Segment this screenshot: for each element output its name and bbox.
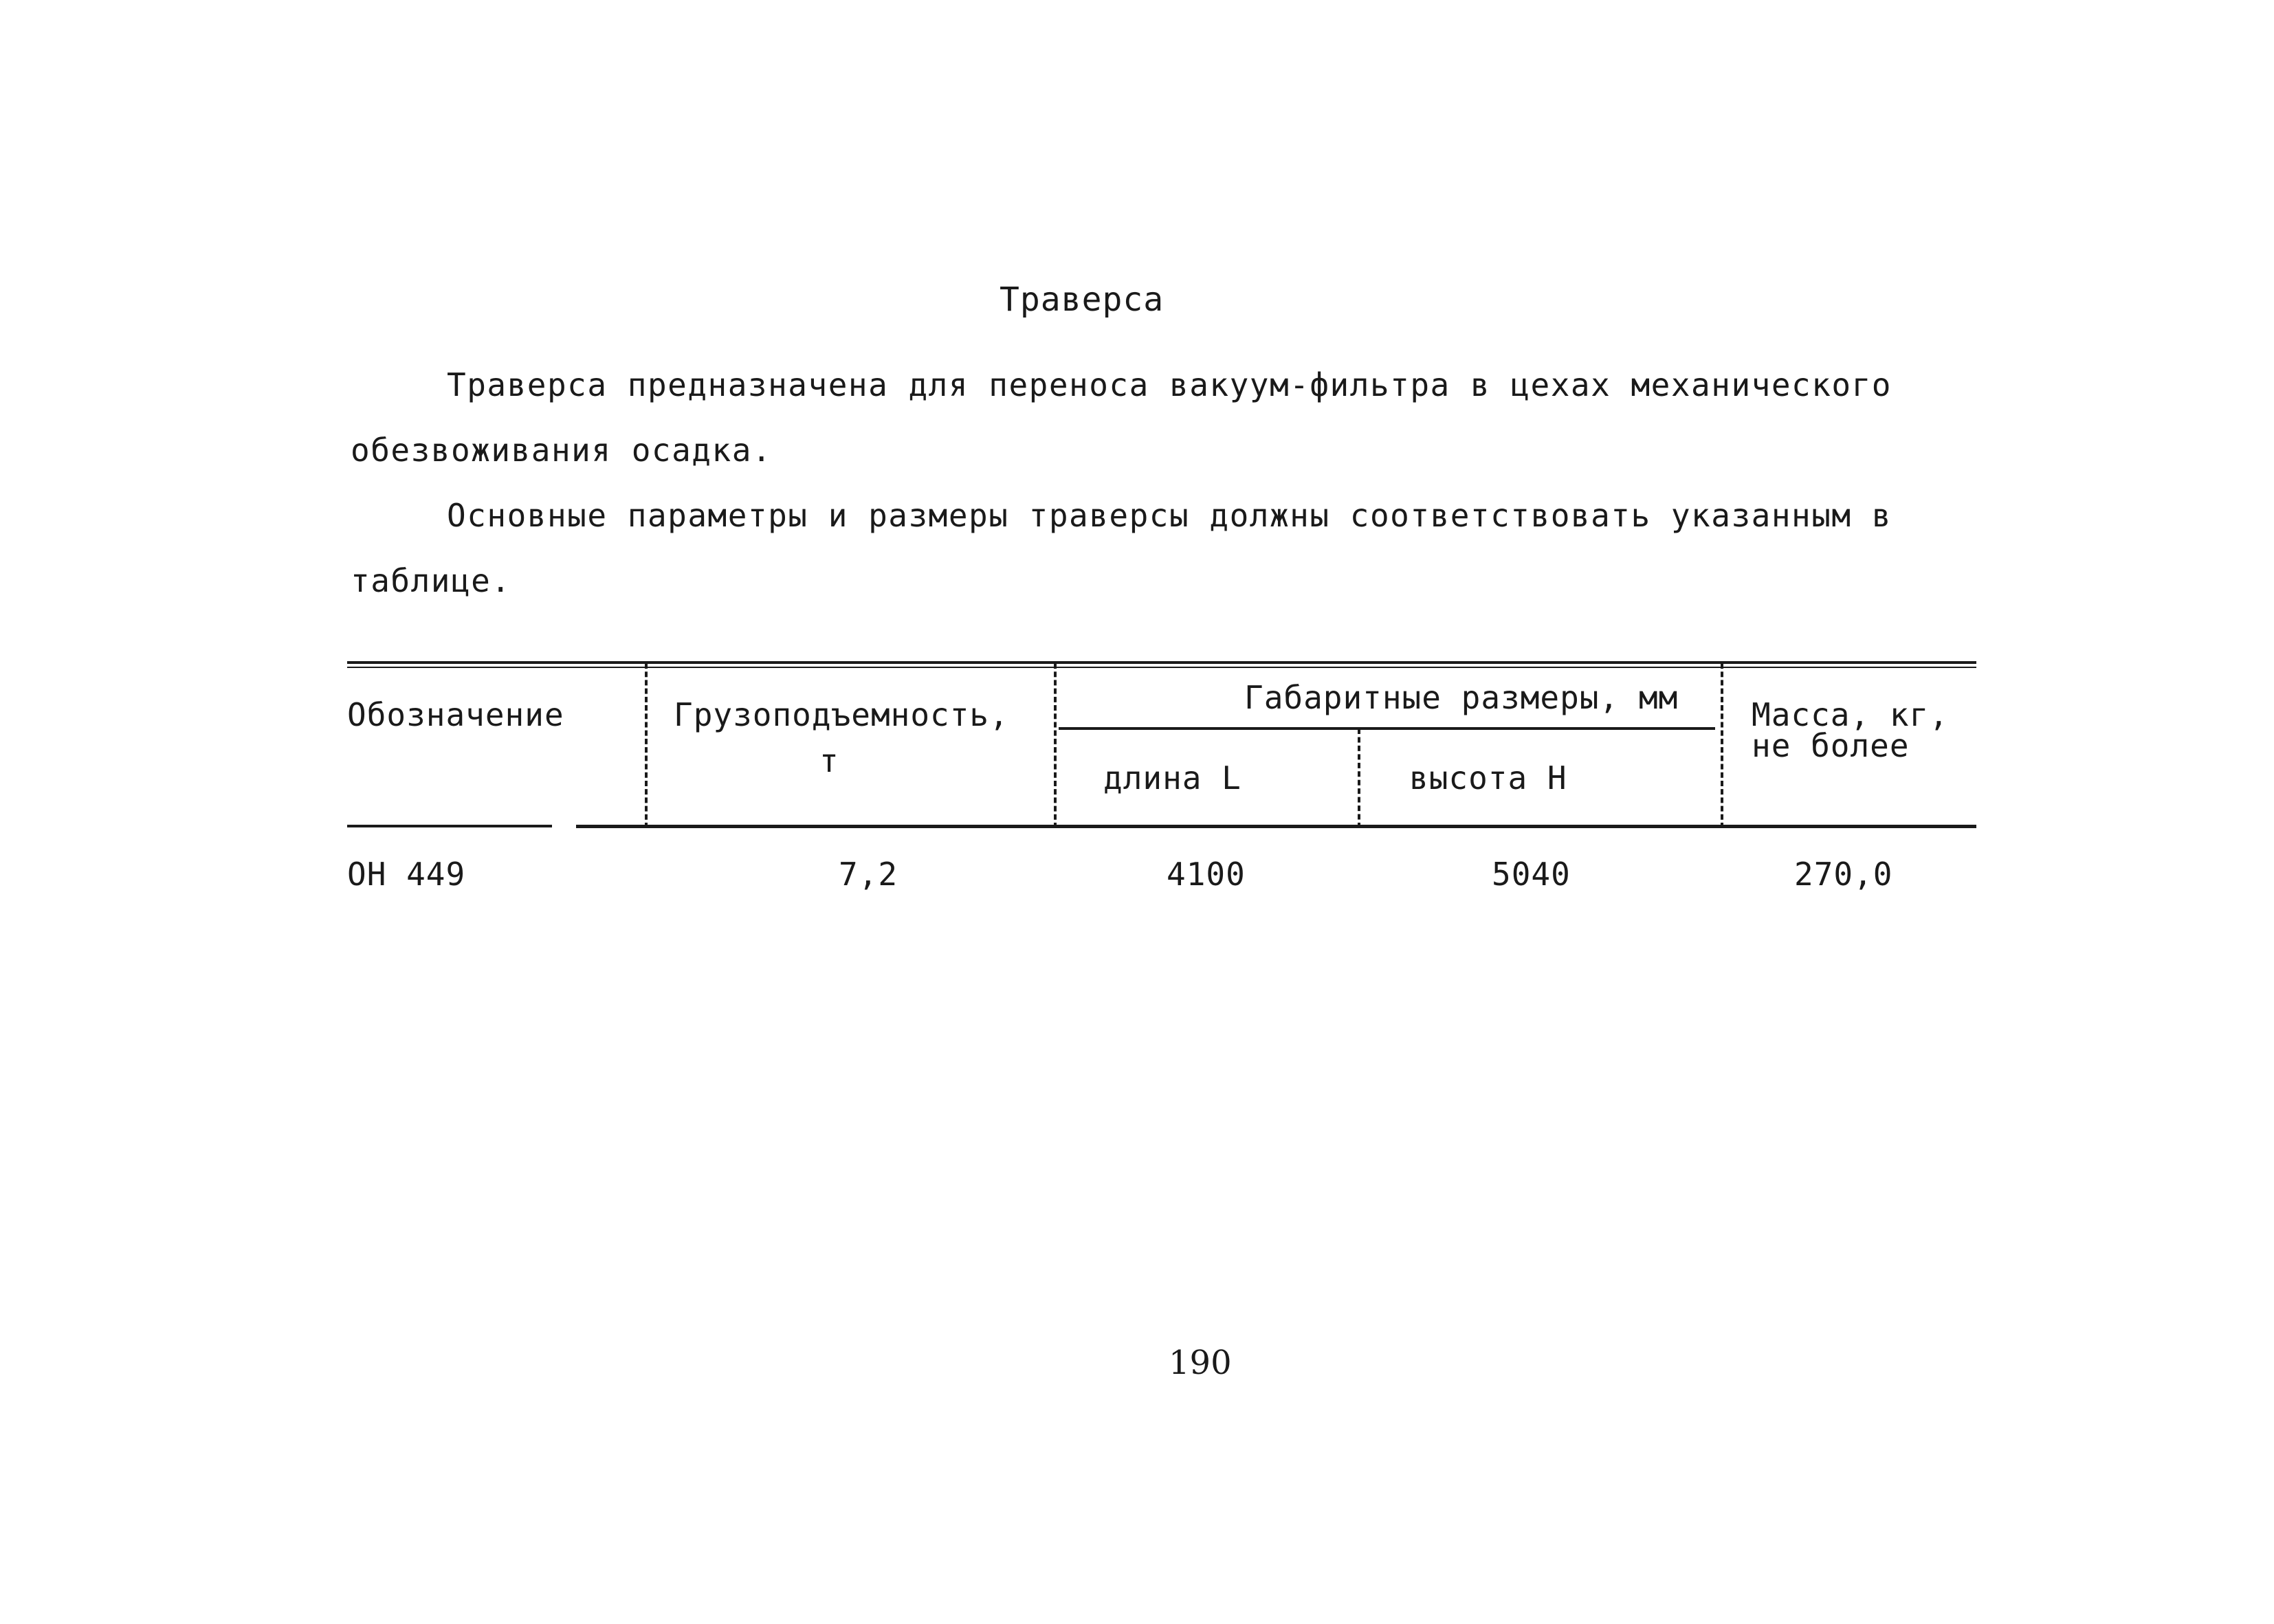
row-mass: 270,0 — [1794, 856, 1893, 893]
table-top-rule — [347, 661, 1976, 664]
row-designation: ОН 449 — [347, 856, 466, 893]
column-separator-4 — [1721, 663, 1723, 828]
header-capacity-line-2: т — [819, 742, 839, 779]
table-header-bottom-rule-2 — [576, 825, 1976, 828]
dimensions-subheader-rule — [1059, 727, 1715, 730]
header-mass-line-2: не более — [1752, 727, 1910, 764]
paragraph-2-line-1: Основные параметры и размеры траверсы должны соответствовать указанным в — [447, 497, 1892, 534]
header-height: высота Н — [1409, 759, 1567, 797]
paragraph-2-line-2: таблице. — [351, 562, 511, 599]
table-header-bottom-rule — [347, 825, 552, 827]
document-title: Траверса — [1000, 280, 1164, 319]
table-top-rule-inner — [347, 667, 1976, 668]
column-separator-2 — [1054, 663, 1057, 828]
page-number: 190 — [1169, 1344, 1232, 1382]
paragraph-1-line-2: обезвоживания осадка. — [351, 432, 773, 469]
header-designation: Обозначение — [347, 696, 564, 733]
header-mass-line-1: Масса, кг, — [1752, 696, 1949, 733]
row-capacity: 7,2 — [839, 856, 898, 893]
column-separator-1 — [645, 663, 648, 828]
row-height: 5040 — [1492, 856, 1571, 893]
header-dimensions-group: Габаритные размеры, мм — [1244, 679, 1679, 716]
row-length: 4100 — [1167, 856, 1246, 893]
paragraph-1-line-1: Траверса предназначена для переноса вакуум-фильтра в цехах механического — [447, 366, 1892, 403]
column-separator-3 — [1358, 728, 1360, 828]
header-capacity-line-1: Грузоподъемность, — [674, 696, 1009, 733]
header-length: длина L — [1103, 759, 1241, 797]
